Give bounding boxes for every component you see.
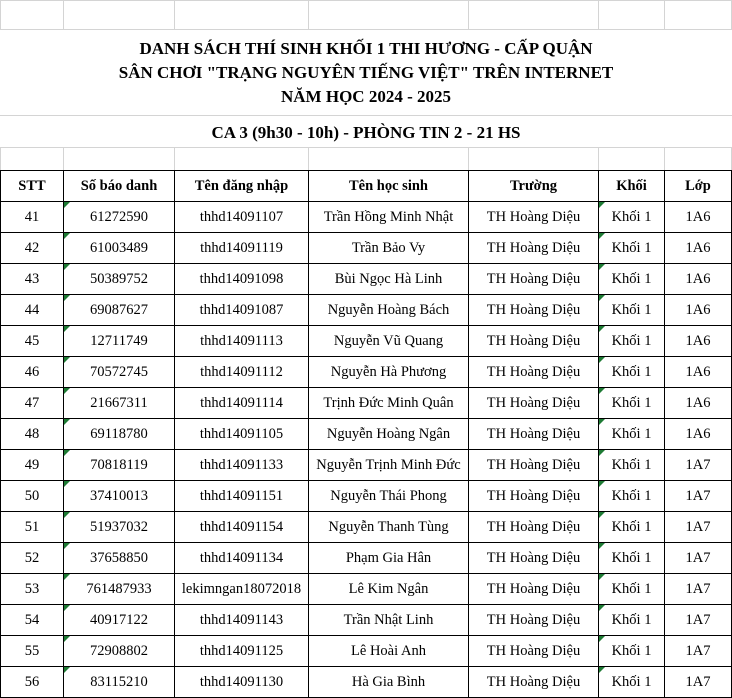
cell-ten-hoc-sinh[interactable]: Lê Hoài Anh bbox=[351, 642, 426, 659]
cell-ten-dang-nhap[interactable]: thhd14091107 bbox=[199, 208, 284, 225]
header-stt[interactable]: STT bbox=[18, 177, 46, 194]
cell-ten-dang-nhap[interactable]: thhd14091154 bbox=[199, 518, 284, 535]
cell-lop[interactable]: 1A7 bbox=[685, 642, 711, 659]
number-as-text-indicator bbox=[599, 357, 605, 363]
cell-stt[interactable]: 56 bbox=[24, 673, 40, 690]
number-as-text-indicator bbox=[64, 233, 70, 239]
grid-line bbox=[598, 0, 599, 30]
number-as-text-indicator bbox=[599, 543, 605, 549]
cell-ten-dang-nhap[interactable]: thhd14091125 bbox=[199, 642, 284, 659]
cell-lop[interactable]: 1A7 bbox=[685, 549, 711, 566]
cell-so-bao-danh[interactable]: 37410013 bbox=[90, 487, 148, 504]
cell-ten-dang-nhap[interactable]: thhd14091113 bbox=[200, 332, 283, 349]
cell-stt[interactable]: 47 bbox=[24, 394, 40, 411]
number-as-text-indicator bbox=[599, 202, 605, 208]
cell-truong[interactable]: TH Hoàng Diệu bbox=[486, 332, 581, 349]
cell-lop[interactable]: 1A6 bbox=[685, 208, 711, 225]
cell-truong[interactable]: TH Hoàng Diệu bbox=[486, 549, 581, 566]
grid-line bbox=[0, 29, 732, 30]
number-as-text-indicator bbox=[64, 667, 70, 673]
cell-ten-hoc-sinh[interactable]: Nguyễn Vũ Quang bbox=[333, 332, 444, 349]
cell-ten-hoc-sinh[interactable]: Trần Bảo Vy bbox=[351, 239, 426, 256]
cell-khoi[interactable]: Khối 1 bbox=[611, 456, 652, 473]
cell-khoi[interactable]: Khối 1 bbox=[611, 549, 652, 566]
cell-khoi[interactable]: Khối 1 bbox=[611, 673, 652, 690]
number-as-text-indicator bbox=[64, 512, 70, 518]
cell-ten-dang-nhap[interactable]: thhd14091087 bbox=[199, 301, 284, 318]
cell-lop[interactable]: 1A6 bbox=[685, 270, 711, 287]
cell-so-bao-danh[interactable]: 70572745 bbox=[90, 363, 148, 380]
number-as-text-indicator bbox=[64, 419, 70, 425]
grid-line bbox=[468, 0, 469, 30]
number-as-text-indicator bbox=[599, 667, 605, 673]
cell-lop[interactable]: 1A6 bbox=[685, 301, 711, 318]
number-as-text-indicator bbox=[599, 326, 605, 332]
cell-truong[interactable]: TH Hoàng Diệu bbox=[486, 673, 581, 690]
cell-stt[interactable]: 50 bbox=[24, 487, 40, 504]
number-as-text-indicator bbox=[64, 388, 70, 394]
number-as-text-indicator bbox=[64, 450, 70, 456]
cell-ten-hoc-sinh[interactable]: Nguyễn Trịnh Minh Đức bbox=[316, 456, 461, 473]
cell-stt[interactable]: 46 bbox=[24, 363, 40, 380]
cell-ten-dang-nhap[interactable]: thhd14091112 bbox=[200, 363, 283, 380]
cell-lop[interactable]: 1A7 bbox=[685, 580, 711, 597]
cell-so-bao-danh[interactable]: 61003489 bbox=[90, 239, 148, 256]
cell-so-bao-danh[interactable]: 83115210 bbox=[90, 673, 148, 690]
cell-ten-dang-nhap[interactable]: thhd14091133 bbox=[199, 456, 284, 473]
cell-so-bao-danh[interactable]: 51937032 bbox=[90, 518, 148, 535]
number-as-text-indicator bbox=[599, 636, 605, 642]
cell-truong[interactable]: TH Hoàng Diệu bbox=[486, 580, 581, 597]
cell-stt[interactable]: 52 bbox=[24, 549, 40, 566]
grid-line bbox=[0, 115, 732, 116]
cell-ten-dang-nhap[interactable]: thhd14091098 bbox=[199, 270, 284, 287]
number-as-text-indicator bbox=[599, 481, 605, 487]
cell-truong[interactable]: TH Hoàng Diệu bbox=[486, 518, 581, 535]
cell-so-bao-danh[interactable]: 72908802 bbox=[90, 642, 148, 659]
cell-khoi[interactable]: Khối 1 bbox=[611, 425, 652, 442]
cell-ten-hoc-sinh[interactable]: Lê Kim Ngân bbox=[348, 580, 429, 597]
number-as-text-indicator bbox=[599, 574, 605, 580]
grid-line bbox=[174, 148, 175, 170]
cell-khoi[interactable]: Khối 1 bbox=[611, 580, 652, 597]
cell-ten-dang-nhap[interactable]: thhd14091130 bbox=[199, 673, 284, 690]
cell-so-bao-danh[interactable]: 61272590 bbox=[90, 208, 148, 225]
cell-ten-dang-nhap[interactable]: thhd14091114 bbox=[200, 394, 283, 411]
cell-khoi[interactable]: Khối 1 bbox=[611, 394, 652, 411]
cell-ten-hoc-sinh[interactable]: Nguyễn Hoàng Ngân bbox=[326, 425, 451, 442]
cell-truong[interactable]: TH Hoàng Diệu bbox=[486, 239, 581, 256]
number-as-text-indicator bbox=[64, 295, 70, 301]
cell-so-bao-danh[interactable]: 761487933 bbox=[86, 580, 152, 597]
number-as-text-indicator bbox=[599, 605, 605, 611]
cell-so-bao-danh[interactable]: 21667311 bbox=[90, 394, 148, 411]
header-so-bao-danh[interactable]: Số báo danh bbox=[80, 177, 158, 194]
cell-khoi[interactable]: Khối 1 bbox=[611, 208, 652, 225]
cell-lop[interactable]: 1A6 bbox=[685, 363, 711, 380]
number-as-text-indicator bbox=[599, 264, 605, 270]
title-line-3: NĂM HỌC 2024 - 2025 bbox=[281, 87, 451, 106]
cell-truong[interactable]: TH Hoàng Diệu bbox=[486, 425, 581, 442]
cell-lop[interactable]: 1A6 bbox=[685, 425, 711, 442]
grid-line bbox=[308, 148, 309, 170]
number-as-text-indicator bbox=[64, 574, 70, 580]
number-as-text-indicator bbox=[64, 481, 70, 487]
cell-stt[interactable]: 55 bbox=[24, 642, 40, 659]
number-as-text-indicator bbox=[64, 326, 70, 332]
cell-ten-dang-nhap[interactable]: thhd14091134 bbox=[199, 549, 284, 566]
cell-lop[interactable]: 1A7 bbox=[685, 487, 711, 504]
number-as-text-indicator bbox=[64, 202, 70, 208]
cell-stt[interactable]: 51 bbox=[24, 518, 40, 535]
cell-truong[interactable]: TH Hoàng Diệu bbox=[486, 208, 581, 225]
number-as-text-indicator bbox=[64, 357, 70, 363]
cell-so-bao-danh[interactable]: 70818119 bbox=[90, 456, 148, 473]
cell-ten-dang-nhap[interactable]: thhd14091119 bbox=[200, 239, 283, 256]
cell-truong[interactable]: TH Hoàng Diệu bbox=[486, 301, 581, 318]
number-as-text-indicator bbox=[599, 512, 605, 518]
grid-line bbox=[308, 0, 309, 30]
cell-stt[interactable]: 41 bbox=[24, 208, 40, 225]
number-as-text-indicator bbox=[64, 605, 70, 611]
cell-stt[interactable]: 48 bbox=[24, 425, 40, 442]
cell-truong[interactable]: TH Hoàng Diệu bbox=[486, 611, 581, 628]
cell-ten-dang-nhap[interactable]: thhd14091105 bbox=[199, 425, 284, 442]
number-as-text-indicator bbox=[599, 233, 605, 239]
cell-khoi[interactable]: Khối 1 bbox=[611, 332, 652, 349]
cell-lop[interactable]: 1A7 bbox=[685, 611, 711, 628]
cell-ten-hoc-sinh[interactable]: Nguyễn Hoàng Bách bbox=[327, 301, 450, 318]
number-as-text-indicator bbox=[64, 543, 70, 549]
cell-truong[interactable]: TH Hoàng Diệu bbox=[486, 642, 581, 659]
session-title: CA 3 (9h30 - 10h) - PHÒNG TIN 2 - 21 HS bbox=[211, 123, 521, 142]
header-ten-dang-nhap[interactable]: Tên đăng nhập bbox=[194, 177, 289, 194]
cell-ten-hoc-sinh[interactable]: Trần Hồng Minh Nhật bbox=[323, 208, 454, 225]
number-as-text-indicator bbox=[599, 388, 605, 394]
cell-truong[interactable]: TH Hoàng Diệu bbox=[486, 394, 581, 411]
cell-so-bao-danh[interactable]: 37658850 bbox=[90, 549, 148, 566]
cell-khoi[interactable]: Khối 1 bbox=[611, 642, 652, 659]
cell-ten-dang-nhap[interactable]: lekimngan18072018 bbox=[181, 580, 302, 597]
number-as-text-indicator bbox=[599, 450, 605, 456]
cell-ten-hoc-sinh[interactable]: Hà Gia Bình bbox=[351, 673, 426, 690]
cell-so-bao-danh[interactable]: 12711749 bbox=[90, 332, 148, 349]
grid-line bbox=[598, 148, 599, 170]
grid-line bbox=[468, 148, 469, 170]
cell-truong[interactable]: TH Hoàng Diệu bbox=[486, 487, 581, 504]
cell-stt[interactable]: 53 bbox=[24, 580, 40, 597]
cell-khoi[interactable]: Khối 1 bbox=[611, 363, 652, 380]
cell-khoi[interactable]: Khối 1 bbox=[611, 301, 652, 318]
number-as-text-indicator bbox=[64, 636, 70, 642]
cell-ten-hoc-sinh[interactable]: Nguyễn Thanh Tùng bbox=[328, 518, 449, 535]
cell-truong[interactable]: TH Hoàng Diệu bbox=[486, 363, 581, 380]
cell-stt[interactable]: 42 bbox=[24, 239, 40, 256]
cell-truong[interactable]: TH Hoàng Diệu bbox=[486, 270, 581, 287]
grid-line bbox=[0, 148, 1, 170]
title-line-1: DANH SÁCH THÍ SINH KHỐI 1 THI HƯƠNG - CẤP QUẬN bbox=[139, 39, 593, 58]
cell-stt[interactable]: 49 bbox=[24, 456, 40, 473]
cell-so-bao-danh[interactable]: 40917122 bbox=[90, 611, 148, 628]
grid-line bbox=[0, 0, 1, 30]
cell-khoi[interactable]: Khối 1 bbox=[611, 611, 652, 628]
header-ten-hoc-sinh[interactable]: Tên học sinh bbox=[349, 177, 428, 194]
cell-so-bao-danh[interactable]: 69118780 bbox=[90, 425, 148, 442]
cell-stt[interactable]: 45 bbox=[24, 332, 40, 349]
cell-ten-hoc-sinh[interactable]: Bùi Ngọc Hà Linh bbox=[334, 270, 443, 287]
cell-stt[interactable]: 44 bbox=[24, 301, 40, 318]
cell-khoi[interactable]: Khối 1 bbox=[611, 518, 652, 535]
cell-lop[interactable]: 1A6 bbox=[685, 239, 711, 256]
grid-line bbox=[63, 148, 64, 170]
cell-lop[interactable]: 1A7 bbox=[685, 673, 711, 690]
cell-lop[interactable]: 1A6 bbox=[685, 332, 711, 349]
grid-line bbox=[174, 0, 175, 30]
cell-lop[interactable]: 1A7 bbox=[685, 518, 711, 535]
grid-line bbox=[0, 147, 732, 148]
cell-khoi[interactable]: Khối 1 bbox=[611, 239, 652, 256]
header-truong[interactable]: Trường bbox=[509, 177, 558, 194]
title-line-2: SÂN CHƠI "TRẠNG NGUYÊN TIẾNG VIỆT" TRÊN INTERNET bbox=[118, 63, 614, 82]
cell-ten-hoc-sinh[interactable]: Phạm Gia Hân bbox=[345, 549, 432, 566]
grid-line bbox=[63, 0, 64, 30]
cell-ten-hoc-sinh[interactable]: Trịnh Đức Minh Quân bbox=[323, 394, 454, 411]
cell-khoi[interactable]: Khối 1 bbox=[611, 270, 652, 287]
cell-lop[interactable]: 1A6 bbox=[685, 394, 711, 411]
cell-ten-hoc-sinh[interactable]: Trần Nhật Linh bbox=[343, 611, 434, 628]
number-as-text-indicator bbox=[599, 419, 605, 425]
number-as-text-indicator bbox=[599, 295, 605, 301]
cell-stt[interactable]: 43 bbox=[24, 270, 40, 287]
cell-ten-dang-nhap[interactable]: thhd14091143 bbox=[199, 611, 284, 628]
cell-so-bao-danh[interactable]: 69087627 bbox=[90, 301, 148, 318]
cell-ten-dang-nhap[interactable]: thhd14091151 bbox=[199, 487, 284, 504]
cell-ten-hoc-sinh[interactable]: Nguyễn Hà Phương bbox=[330, 363, 447, 380]
cell-ten-hoc-sinh[interactable]: Nguyễn Thái Phong bbox=[330, 487, 447, 504]
cell-so-bao-danh[interactable]: 50389752 bbox=[90, 270, 148, 287]
grid-line bbox=[0, 0, 732, 1]
grid-line bbox=[664, 148, 665, 170]
cell-truong[interactable]: TH Hoàng Diệu bbox=[486, 456, 581, 473]
cell-khoi[interactable]: Khối 1 bbox=[611, 487, 652, 504]
number-as-text-indicator bbox=[64, 264, 70, 270]
grid-line bbox=[664, 0, 665, 30]
header-lop[interactable]: Lớp bbox=[685, 177, 711, 194]
cell-stt[interactable]: 54 bbox=[24, 611, 40, 628]
header-khoi[interactable]: Khối bbox=[616, 177, 647, 194]
cell-lop[interactable]: 1A7 bbox=[685, 456, 711, 473]
